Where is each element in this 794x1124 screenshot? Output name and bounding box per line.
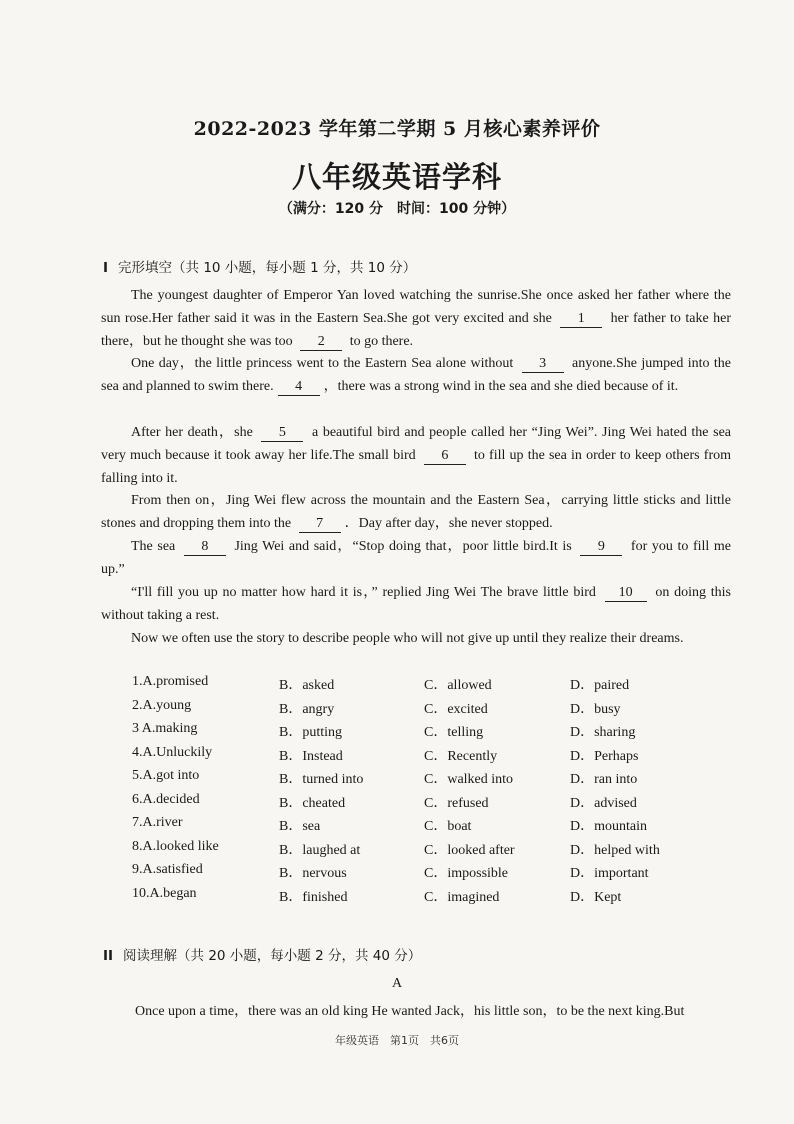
score-time-line: （满分：120 分 时间：100 分钟） [278,201,516,217]
blank-5: 5 [261,425,303,442]
option-row: 8.A.looked like B．laughed at C．looked after D．helped with [132,838,660,858]
blank-4: 4 [278,379,320,396]
section2-heading-text: 阅读理解（共 20 小题，每小题 2 分，共 40 分） [123,948,422,964]
passage-label: A [391,976,403,991]
blank-2: 2 [300,334,342,351]
cloze-paragraph-3: After her death，she 5 a beautiful bird and people called her “Jing Wei”. Jing Wei hated the sea very much because it took away her life.The small bird 6 to fill up the sea in order to keep others from falling into it. [101,425,732,486]
option-row: 3 A.making B．putting C．telling D．sharing [132,721,636,740]
option-row: 10.A.began B．finished C．imagined D．Kept [132,885,622,905]
section2-numeral: II [103,948,114,964]
section2-heading [103,944,421,964]
blank-3: 3 [522,356,564,373]
option-row: 9.A.satisfied B．nervous C．impossible D．important [132,862,649,881]
blank-9: 9 [580,539,622,556]
section1-heading [103,256,416,276]
option-row: 1.A.promised B．asked C．allowed D．paired [132,674,630,693]
blank-10: 10 [605,585,647,602]
option-row: 7.A.river B．sea C．boat D．mountain [132,815,647,834]
cloze-paragraph-6: “I'll fill you up no matter how hard it is，” replied Jing Wei The brave little bird 10 on doing this without taking a rest. [101,585,731,623]
cloze-paragraph-5: The sea 8 Jing Wei and said，“Stop doing that，poor little bird.It is 9 for you to fill me up.” [101,539,731,577]
page-footer: 年级英语 第1页 共6页 [335,1034,459,1047]
option-row: 5.A.got into B．turned into C．walked into D．ran into [132,768,638,787]
blank-1: 1 [560,311,602,328]
blank-6: 6 [424,448,466,465]
section1-heading-text: 完形填空（共 10 小题，每小题 1 分，共 10 分） [118,260,417,276]
cloze-options [132,674,752,909]
cloze-paragraph-7: Now we often use the story to describe people who will not give up until they realize their dreams. [131,631,684,646]
option-row: 2.A.young B．angry C．excited D．busy [132,697,621,717]
blank-8: 8 [184,539,226,556]
reading-passage-line: Once upon a time，there was an old king He wanted Jack，his little son，to be the next king.But [135,1004,685,1019]
cloze-paragraph-1: The youngest daughter of Emperor Yan loved watching the sunrise.She once asked her father where the sun rose.Her father said it was in the Eastern Sea.She got very excited and she 1 her father to take her there，but he thought she was too 2 to go there. [101,288,731,349]
section1-numeral: I [103,260,109,276]
blank-7: 7 [299,516,341,533]
exam-title: 2022-2023 学年第二学期 5 月核心素养评价 [193,118,601,140]
subject-title: 八年级英语学科 [291,160,502,194]
option-row: 6.A.decided B．cheated C．refused D．advised [132,791,637,811]
option-row: 4.A.Unluckily B．Instead C．Recently D．Perhaps [132,744,639,764]
cloze-paragraph-4: From then on，Jing Wei flew across the mountain and the Eastern Sea，carrying little sticks and little stones and dropping them into the 7 ．Day after day，she never stopped. [101,493,731,531]
cloze-paragraph-2: One day，the little princess went to the Eastern Sea alone without 3 anyone.She jumped into the sea and planned to swim there. 4 ，there was a strong wind in the sea and she died because of it. [101,356,731,394]
